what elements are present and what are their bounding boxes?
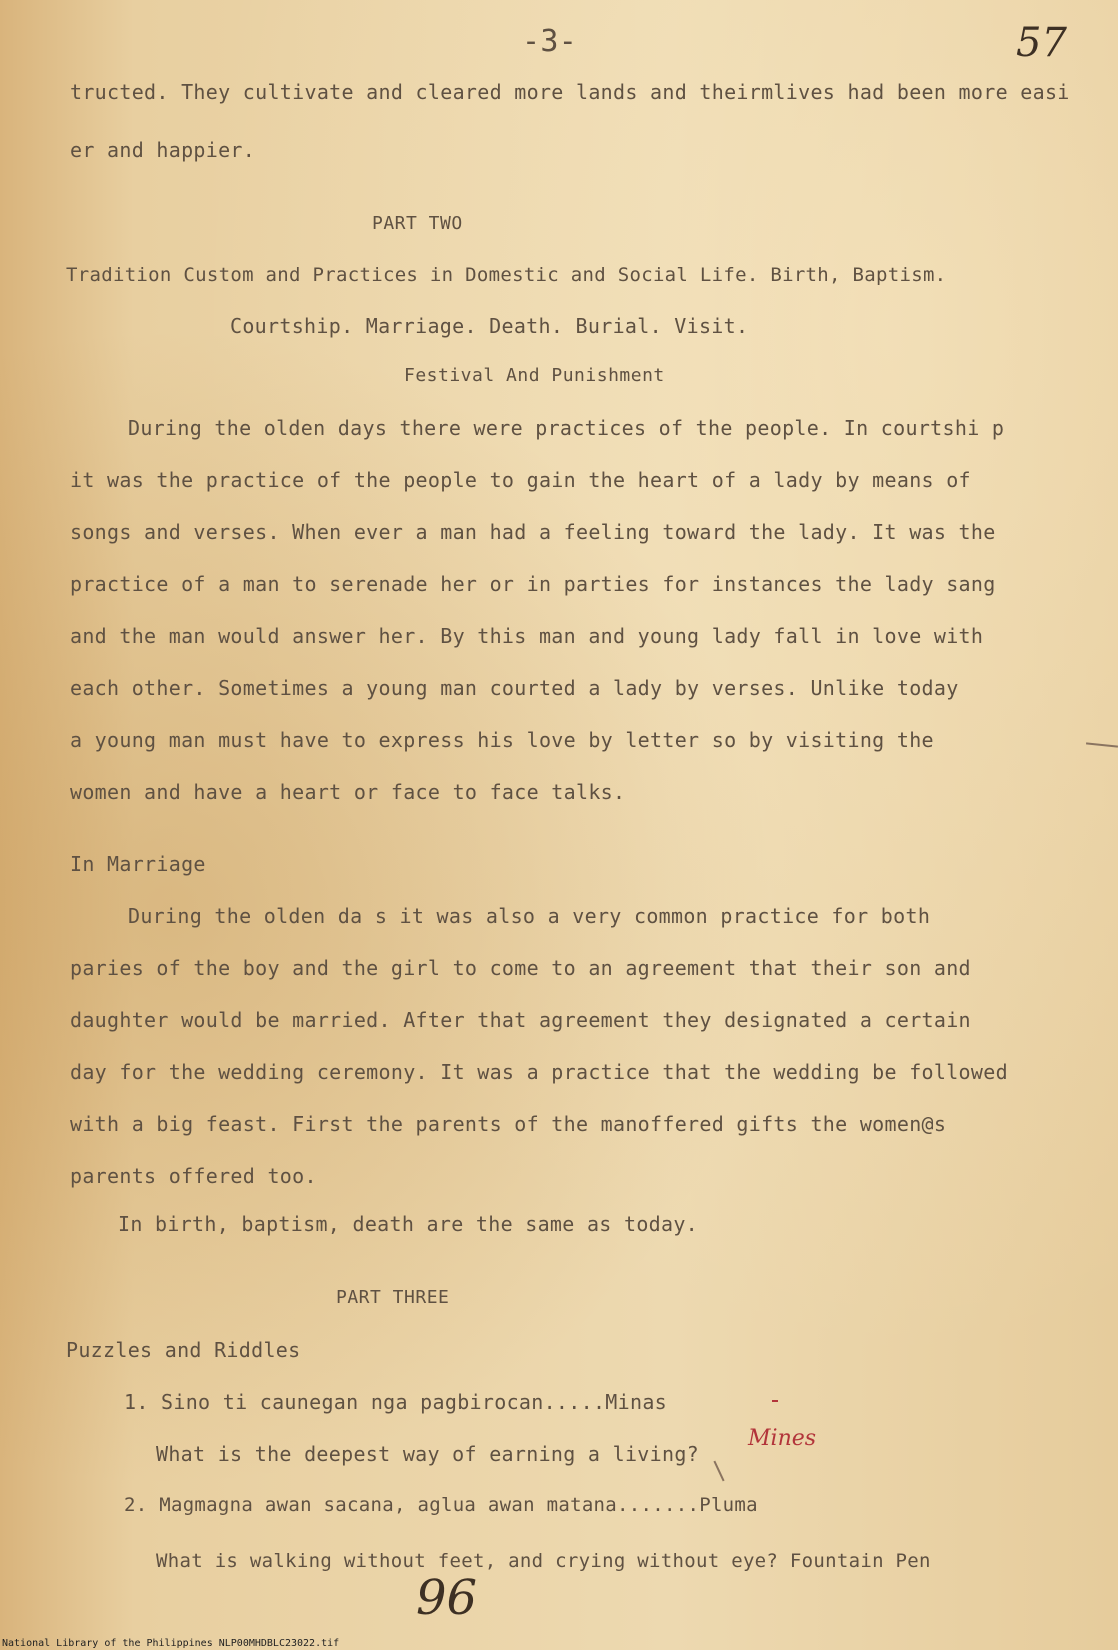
paragraph-line: and the man would answer her. By this man and young lady fall in love with bbox=[70, 624, 984, 648]
handwritten-folio-number: 96 bbox=[416, 1570, 478, 1626]
paragraph-line: a young man must have to express his love by letter so by visiting the bbox=[70, 728, 934, 752]
paragraph-line: practice of a man to serenade her or in parties for instances the lady sang bbox=[70, 572, 996, 596]
paragraph-line: During the olden da s it was also a very common practice for both bbox=[128, 904, 931, 928]
page-marker: -3- bbox=[522, 24, 578, 59]
paragraph-line: In birth, baptism, death are the same as today. bbox=[118, 1212, 699, 1236]
pencil-slash-mark bbox=[713, 1461, 724, 1482]
handwritten-page-number: 57 bbox=[1016, 20, 1067, 66]
part-two-subtitle: Festival And Punishment bbox=[404, 365, 665, 386]
red-handwritten-note: Mines bbox=[748, 1426, 817, 1451]
paragraph-line: daughter would be married. After that agreement they designated a certain bbox=[70, 1008, 971, 1032]
paragraph-line: each other. Sometimes a young man courted a lady by verses. Unlike today bbox=[70, 676, 959, 700]
riddle-native: 2. Magmagna awan sacana, aglua awan matana.......Pluma bbox=[124, 1494, 758, 1516]
part-two-title: PART TWO bbox=[372, 213, 463, 234]
riddle-native: 1. Sino ti caunegan nga pagbirocan.....Minas bbox=[124, 1390, 668, 1414]
part-two-subtitle: Tradition Custom and Practices in Domestic and Social Life. Birth, Baptism. bbox=[66, 264, 947, 286]
paragraph-line: women and have a heart or face to face talks. bbox=[70, 780, 626, 804]
paragraph-line: day for the wedding ceremony. It was a practice that the wedding be followed bbox=[70, 1060, 1008, 1084]
riddle-english: What is the deepest way of earning a living? bbox=[156, 1442, 700, 1466]
paragraph-line: it was the practice of the people to gain the heart of a lady by means of bbox=[70, 468, 971, 492]
margin-pencil-mark bbox=[1086, 742, 1118, 747]
body-line: tructed. They cultivate and cleared more lands and theirmlives had been more easi bbox=[70, 80, 1070, 104]
part-three-title: PART THREE bbox=[336, 1287, 450, 1308]
body-line: er and happier. bbox=[70, 138, 256, 162]
paragraph-line: songs and verses. When ever a man had a feeling toward the lady. It was the bbox=[70, 520, 996, 544]
section-heading: Puzzles and Riddles bbox=[66, 1338, 301, 1362]
paragraph-line: During the olden days there were practices of the people. In courtshi p bbox=[128, 416, 1005, 440]
paragraph-line: with a big feast. First the parents of the manoffered gifts the women@s bbox=[70, 1112, 947, 1136]
section-heading: In Marriage bbox=[70, 852, 206, 876]
paragraph-line: parents offered too. bbox=[70, 1164, 317, 1188]
part-two-subtitle: Courtship. Marriage. Death. Burial. Visit. bbox=[230, 314, 749, 338]
riddle-english: What is walking without feet, and crying without eye? Fountain Pen bbox=[156, 1550, 931, 1572]
scan-footer: National Library of the Philippines NLP00MHDBLC23022.tif bbox=[2, 1638, 340, 1649]
red-tick-mark bbox=[772, 1400, 778, 1402]
paragraph-line: paries of the boy and the girl to come to an agreement that their son and bbox=[70, 956, 971, 980]
